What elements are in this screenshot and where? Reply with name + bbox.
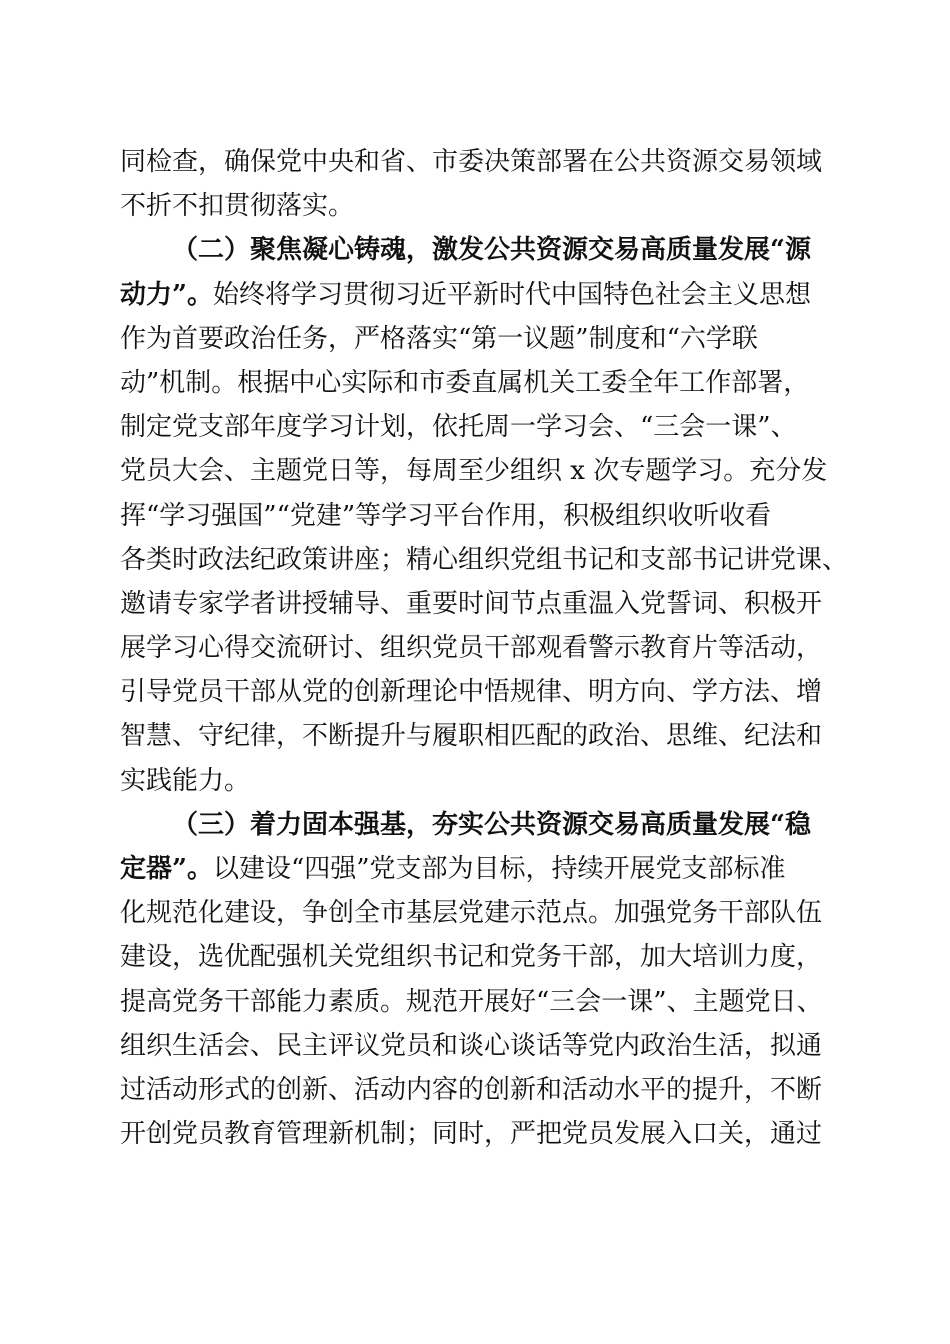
text-line: 组织生活会、民主评议党员和谈心谈话等党内政治生活，拟通: [120, 1030, 823, 1061]
section-heading-3-cont: 定器”。: [120, 854, 213, 884]
text-run: 始终将学习贯彻习近平新时代中国特色社会主义思想: [212, 279, 811, 310]
text-line: 开创党员教育管理新机制；同时，严把党员发展入口关，通过: [120, 1119, 823, 1150]
text-line: 建设，选优配强机关党组织书记和党务干部，加大培训力度，: [120, 942, 823, 973]
text-line: 制定党支部年度学习计划，依托周一学习会、“三会一课”、: [120, 412, 797, 443]
section-heading-2: （二）聚焦凝心铸魂，激发公共资源交易高质量发展“源: [172, 235, 811, 266]
text-line: 化规范化建设，争创全市基层党建示范点。加强党务干部队伍: [120, 898, 823, 929]
text-line: 引导党员干部从党的创新理论中悟规律、明方向、学方法、增: [120, 677, 823, 708]
document-body: [120, 140, 849, 1156]
text-line: 同检查，确保党中央和省、市委决策部署在公共资源交易领域: [120, 147, 823, 177]
text-line: 展学习心得交流研讨、组织党员干部观看警示教育片等活动，: [120, 633, 823, 664]
text-line: 党员大会、主题党日等，每周至少组织 x 次专题学习。充分发: [120, 456, 828, 487]
text-line: 作为首要政治任务，严格落实“第一议题”制度和“六学联: [120, 323, 758, 354]
text-line: 各类时政法纪政策讲座；精心组织党组书记和支部书记讲党课、: [120, 544, 849, 575]
text-line: 智慧、守纪律，不断提升与履职相匹配的政治、思维、纪法和: [120, 721, 823, 752]
text-line: 实践能力。: [120, 765, 251, 796]
text-line: 挥“学习强国”“党建”等学习平台作用，积极组织收听收看: [120, 500, 772, 531]
text-line: 动”机制。根据中心实际和市委直属机关工委全年工作部署，: [120, 367, 810, 398]
text-line: 提高党务干部能力素质。规范开展好“三会一课”、主题党日、: [120, 986, 823, 1017]
section-heading-3: （三）着力固本强基，夯实公共资源交易高质量发展“稳: [172, 809, 811, 840]
text-run: 以建设“四强”党支部为目标，持续开展党支部标准: [212, 854, 786, 884]
text-line: 邀请专家学者讲授辅导、重要时间节点重温入党誓词、积极开: [120, 588, 823, 619]
text-line: [120, 273, 832, 317]
text-line: 不折不扣贯彻落实。: [120, 191, 355, 222]
text-line: [120, 847, 832, 891]
section-heading-2-cont: 动力”。: [120, 279, 213, 310]
text-line: 过活动形式的创新、活动内容的创新和活动水平的提升，不断: [120, 1074, 823, 1105]
